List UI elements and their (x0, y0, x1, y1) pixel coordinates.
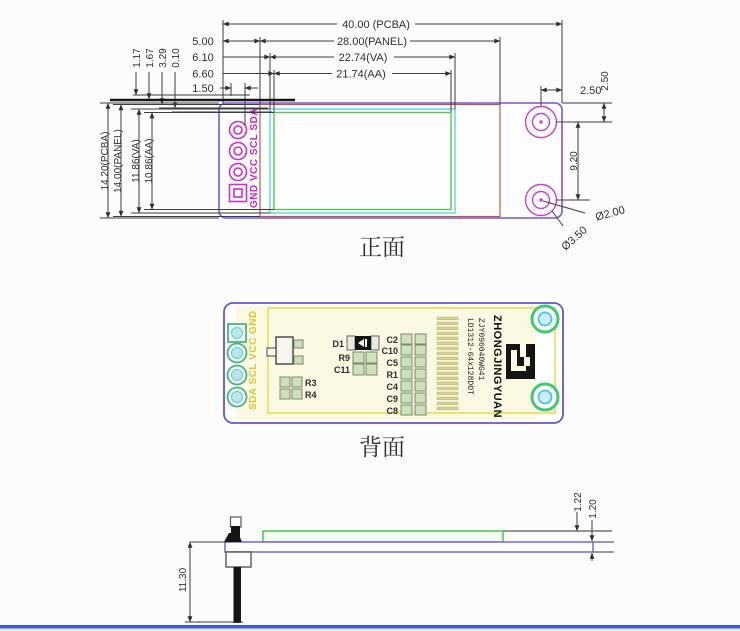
svg-text:C10: C10 (381, 346, 398, 356)
svg-text:C4: C4 (386, 382, 398, 392)
resistor-r4 (280, 389, 317, 400)
front-pin-labels: GND VCC SCL SDA (249, 107, 260, 208)
dim-panel-height: 14.00(PANEL) (113, 129, 124, 193)
panel-side-profile (263, 531, 503, 542)
back-caption: 背面 (359, 434, 405, 460)
dim-aa-height: 10.86(AA) (144, 138, 155, 184)
dim-hole-edge-x: 2.50 (580, 85, 602, 97)
dim-pad-diameter: Ø3.50 (559, 224, 590, 254)
svg-text:C11: C11 (333, 365, 350, 375)
dim-panel-thickness: 1.22 (573, 492, 584, 512)
pin-header-side (224, 517, 251, 623)
marking-model: ZJY096040WG41 (476, 318, 485, 381)
resistor-r3 (280, 377, 317, 388)
svg-text:C2: C2 (386, 335, 398, 345)
pcb-side-profile (225, 542, 593, 552)
svg-text:R4: R4 (305, 390, 317, 400)
dim-panel-width: 28.00(PANEL) (336, 36, 408, 48)
svg-text:C8: C8 (386, 406, 398, 416)
dim-aa-width: 21.74(AA) (336, 68, 386, 81)
svg-text:R1: R1 (386, 370, 398, 380)
dim-t2: 1.67 (145, 48, 156, 68)
pin-tip-top (231, 517, 242, 527)
dim-t1: 1.17 (132, 48, 143, 68)
dim-va-width: 22.74(VA) (338, 52, 388, 64)
dim-va-height: 11.86(VA) (131, 139, 142, 183)
back-hole-bottom (532, 384, 558, 410)
dim-pin-length: 11.30 (178, 567, 189, 593)
capacitor-c11 (334, 364, 377, 375)
front-caption: 正面 (359, 234, 405, 260)
svg-text:R3: R3 (305, 378, 317, 388)
resistor-r9 (338, 352, 377, 363)
dim-pin-offset: 1.50 (192, 83, 214, 95)
side-view (178, 492, 614, 623)
dim-t3: 3.29 (158, 48, 169, 68)
dim-pcba-height: 14.20(PCBA) (100, 131, 111, 191)
svg-text:C9: C9 (386, 394, 398, 404)
pad-sda-back (228, 388, 247, 407)
dim-hole-pitch: 9.20 (569, 151, 580, 171)
dim-va-offset: 6.10 (192, 52, 214, 64)
svg-text:R9: R9 (338, 353, 350, 363)
footer-bar (0, 625, 740, 629)
pad-vcc-back (228, 344, 247, 363)
back-view (224, 303, 563, 460)
header-housing (226, 552, 251, 567)
pad-scl-back (228, 366, 247, 385)
dim-hole-edge-y: 2.50 (600, 71, 611, 91)
svg-text:C5: C5 (386, 358, 398, 368)
dim-panel-offset: 5.00 (192, 36, 214, 48)
marking-spec: LD1312-64x128DOT (465, 318, 474, 395)
pin-lower (234, 567, 242, 623)
dim-aa-offset: 6.60 (192, 68, 214, 81)
pad-gnd-back (228, 324, 246, 342)
dim-hole-diameter: Ø2.00 (594, 204, 627, 224)
dim-t4: 0.10 (171, 48, 182, 68)
diode-d1 (332, 336, 379, 350)
front-view (100, 18, 626, 260)
back-pin-labels: SDA SCL VCC GND (248, 310, 259, 410)
dim-pcba-width: 40.00 (PCBA) (342, 19, 410, 31)
back-hole-top (532, 306, 558, 332)
marking-brand: ZHONGJINGYUAN (491, 315, 503, 419)
svg-text:D1: D1 (332, 339, 344, 349)
dim-pcb-thickness: 1.20 (588, 499, 599, 519)
brand-logo-icon (506, 344, 535, 379)
